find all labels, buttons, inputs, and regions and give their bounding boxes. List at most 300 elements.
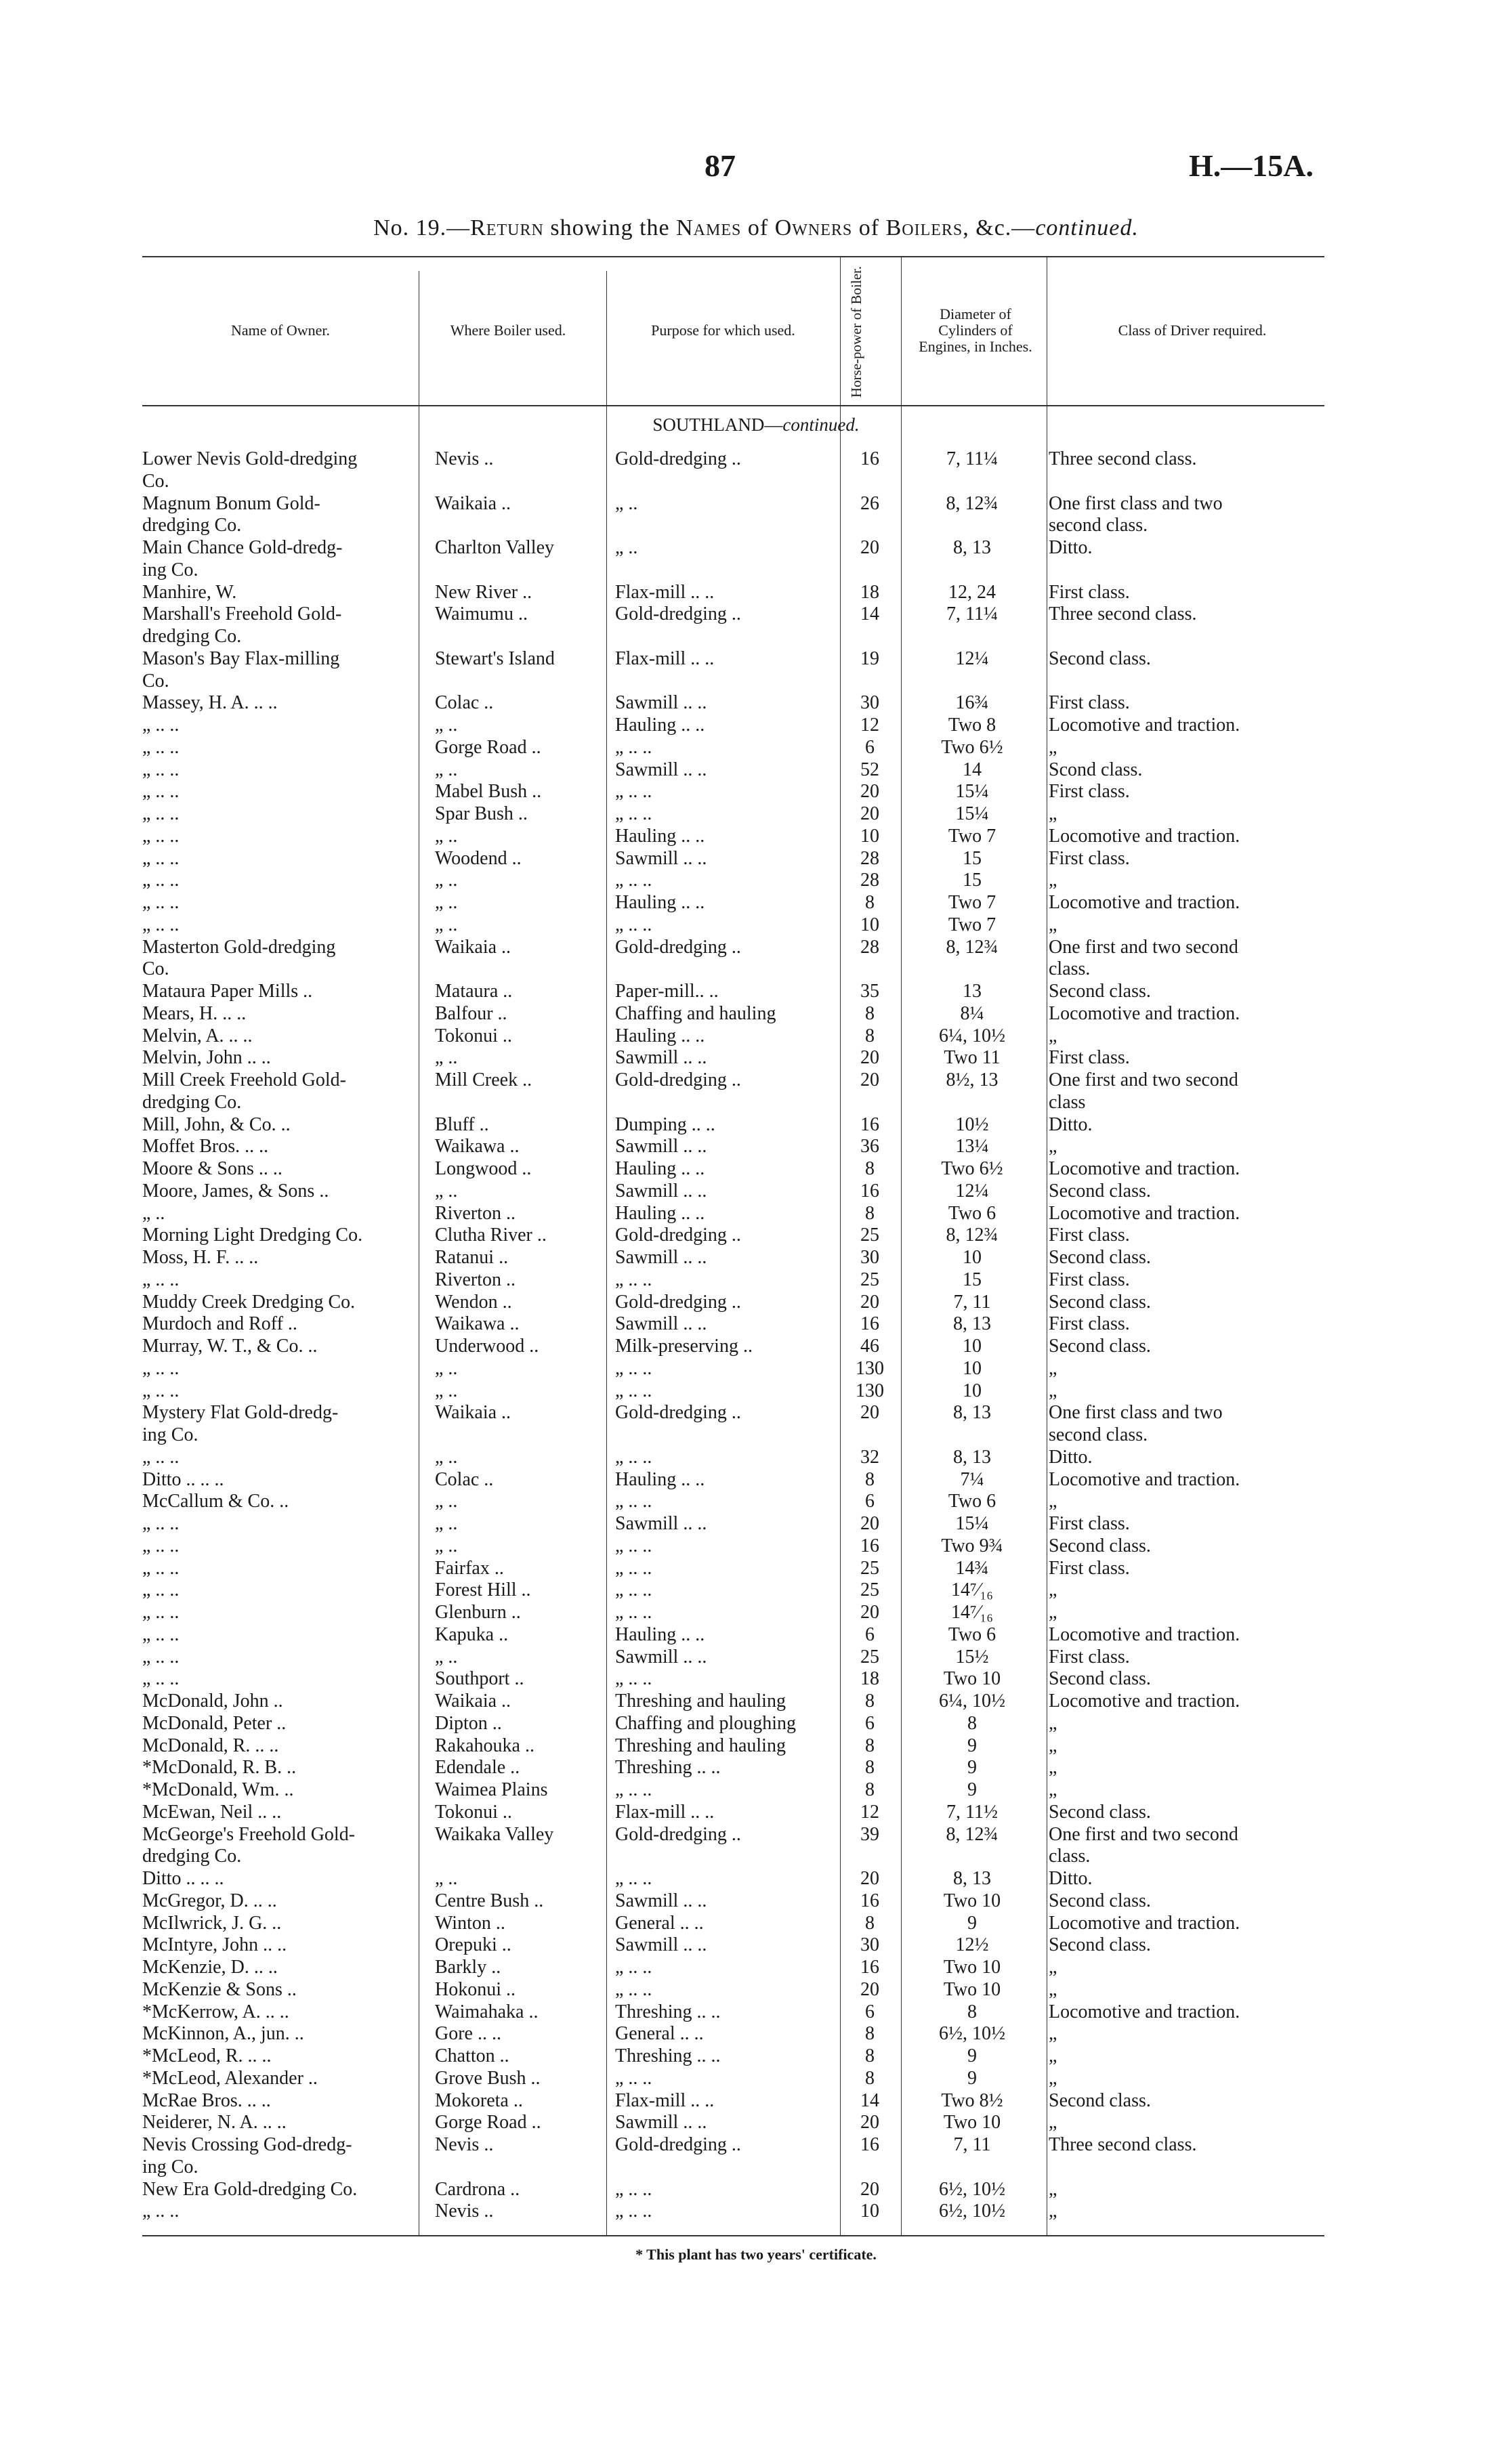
diameter-cell: 6¼, 10½ xyxy=(939,1691,1005,1712)
table-bottom-rule xyxy=(142,2235,1324,2236)
horsepower-cell: 25 xyxy=(860,1646,879,1668)
diameter-cell: 7, 11 xyxy=(953,1291,991,1313)
where-cell: „ .. xyxy=(435,1380,458,1401)
purpose-cell: Threshing .. .. xyxy=(615,2045,721,2066)
owner-cell: Manhire, W. xyxy=(142,581,237,603)
table-row xyxy=(142,1957,1324,1979)
diameter-cell: 10 xyxy=(963,1336,982,1357)
purpose-cell: „ .. .. xyxy=(615,1579,652,1601)
table-row xyxy=(142,1225,1324,1247)
horsepower-cell: 8 xyxy=(865,1912,875,1934)
where-cell: Waimumu .. xyxy=(435,603,528,625)
driver-class-cell: Locomotive and traction. xyxy=(1049,715,1240,736)
table-row xyxy=(142,1824,1324,1846)
owner-cell: Nevis Crossing God-dredg- xyxy=(142,2134,352,2155)
owner-cell: „ .. .. xyxy=(142,870,180,891)
owner-cell: Ditto .. .. .. xyxy=(142,1868,224,1889)
title-prefix: No. 19.— xyxy=(373,215,471,240)
diameter-cell: 15½ xyxy=(955,1646,989,1668)
diameter-cell: 6¼, 10½ xyxy=(939,1025,1005,1046)
where-cell: „ .. xyxy=(435,715,458,736)
diameter-cell: 9 xyxy=(967,1779,977,1800)
table-row xyxy=(142,1713,1324,1735)
where-cell: Stewart's Island xyxy=(435,647,555,669)
purpose-cell: Sawmill .. .. xyxy=(615,1646,707,1668)
purpose-cell: „ .. .. xyxy=(615,2067,652,2089)
horsepower-cell: 130 xyxy=(856,1380,884,1401)
horsepower-cell: 16 xyxy=(860,448,879,469)
where-cell: „ .. xyxy=(435,870,458,891)
table-row xyxy=(142,1447,1324,1469)
table-row xyxy=(142,1624,1324,1647)
horsepower-cell: 8 xyxy=(865,2067,875,2089)
owner-cell: McGregor, D. .. .. xyxy=(142,1890,277,1911)
purpose-cell: Sawmill .. .. xyxy=(615,1313,707,1335)
table-row xyxy=(142,537,1324,559)
driver-class-cell: „ xyxy=(1049,1491,1057,1512)
table-row xyxy=(142,1313,1324,1336)
table-row xyxy=(142,2179,1324,2201)
driver-class-cell: First class. xyxy=(1049,1269,1130,1290)
purpose-cell: Sawmill .. .. xyxy=(615,759,707,780)
purpose-cell: „ .. .. xyxy=(615,1668,652,1690)
table-row xyxy=(142,671,1324,693)
owner-cell: Melvin, John .. .. xyxy=(142,1047,271,1069)
col-header-driver: Class of Driver required. xyxy=(1118,321,1267,339)
purpose-cell: General .. .. xyxy=(615,2023,704,2045)
diameter-cell: 8, 13 xyxy=(953,1313,991,1335)
horsepower-cell: 20 xyxy=(860,1291,879,1313)
purpose-cell: „ .. .. xyxy=(615,870,652,891)
table-row xyxy=(142,515,1324,537)
diameter-cell: 8 xyxy=(967,1712,977,1734)
owner-cell: McKenzie, D. .. .. xyxy=(142,1957,278,1978)
owner-cell: Morning Light Dredging Co. xyxy=(142,1225,363,1246)
horsepower-cell: 20 xyxy=(860,803,879,824)
section-name: SOUTHLAND— xyxy=(652,415,783,435)
horsepower-cell: 8 xyxy=(865,1691,875,1712)
where-cell: Waikaia .. xyxy=(435,936,511,958)
owner-cell: McKinnon, A., jun. .. xyxy=(142,2023,304,2045)
col-header-purpose: Purpose for which used. xyxy=(651,321,795,339)
col-header-where: Where Boiler used. xyxy=(450,321,566,339)
title-names: Names xyxy=(676,215,742,240)
where-cell: Gorge Road .. xyxy=(435,2112,541,2133)
where-cell: Mill Creek .. xyxy=(435,1069,532,1090)
diameter-cell: Two 7 xyxy=(948,914,996,935)
owner-cell: Murdoch and Roff .. xyxy=(142,1313,297,1335)
owner-cell: „ .. .. xyxy=(142,1602,180,1623)
diameter-cell: 12¼ xyxy=(955,647,989,669)
owner-cell: Moss, H. F. .. .. xyxy=(142,1247,259,1268)
horsepower-cell: 12 xyxy=(860,715,879,736)
purpose-cell: „ .. .. xyxy=(615,1380,652,1401)
owner-cell: „ .. .. xyxy=(142,803,180,824)
owner-cell: Murray, W. T., & Co. .. xyxy=(142,1336,318,1357)
diameter-cell: 9 xyxy=(967,1735,977,1756)
purpose-cell: Sawmill .. .. xyxy=(615,1180,707,1202)
owner-cell: „ .. .. xyxy=(142,825,180,847)
horsepower-cell: 35 xyxy=(860,981,879,1002)
horsepower-cell: 20 xyxy=(860,1868,879,1889)
diameter-cell: 9 xyxy=(967,1757,977,1779)
purpose-cell: „ .. .. xyxy=(615,1357,652,1379)
purpose-cell: „ .. .. xyxy=(615,1978,652,2000)
where-cell: Tokonui .. xyxy=(435,1025,512,1046)
horsepower-cell: 36 xyxy=(860,1136,879,1157)
page-number: 87 xyxy=(705,148,736,183)
horsepower-cell: 25 xyxy=(860,1225,879,1246)
table-row xyxy=(142,958,1324,981)
where-cell: Ratanui .. xyxy=(435,1247,509,1268)
diameter-cell: 16¾ xyxy=(955,692,989,714)
owner-cell: dredging Co. xyxy=(142,1091,242,1113)
owner-cell: „ .. .. xyxy=(142,2201,180,2222)
purpose-cell: Hauling .. .. xyxy=(615,1158,705,1179)
owner-cell: „ .. .. xyxy=(142,715,180,736)
horsepower-cell: 20 xyxy=(860,1069,879,1090)
owner-cell: dredging Co. xyxy=(142,515,242,536)
table-row xyxy=(142,471,1324,493)
owner-cell: „ .. .. xyxy=(142,1513,180,1534)
horsepower-cell: 6 xyxy=(865,1491,875,1512)
diameter-cell: 13¼ xyxy=(955,1136,989,1157)
driver-class-cell: Ditto. xyxy=(1049,1113,1093,1135)
driver-class-cell: First class. xyxy=(1049,1313,1130,1335)
driver-class-cell: „ xyxy=(1049,2178,1057,2200)
table-row xyxy=(142,1757,1324,1779)
where-cell: Waikaia .. xyxy=(435,1691,511,1712)
horsepower-cell: 8 xyxy=(865,892,875,913)
where-cell: Longwood .. xyxy=(435,1158,532,1179)
driver-class-cell: Locomotive and traction. xyxy=(1049,1202,1240,1224)
horsepower-cell: 16 xyxy=(860,2134,879,2155)
owner-cell: Marshall's Freehold Gold- xyxy=(142,603,342,625)
where-cell: „ .. xyxy=(435,1868,458,1889)
diameter-cell: 7, 11¼ xyxy=(946,448,998,469)
owner-cell: „ .. .. xyxy=(142,759,180,780)
where-cell: Charlton Valley xyxy=(435,537,555,558)
owner-cell: Main Chance Gold-dredg- xyxy=(142,537,343,558)
table-row xyxy=(142,1779,1324,1802)
where-cell: Forest Hill .. xyxy=(435,1579,531,1601)
horsepower-cell: 6 xyxy=(865,1623,875,1645)
table-row xyxy=(142,2157,1324,2179)
purpose-cell: Hauling .. .. xyxy=(615,1468,705,1490)
table-row xyxy=(142,582,1324,604)
diameter-cell: 15¼ xyxy=(955,781,989,803)
horsepower-cell: 8 xyxy=(865,1757,875,1779)
owner-cell: Co. xyxy=(142,470,169,492)
title-showing: showing the xyxy=(543,215,677,240)
diameter-cell: Two 10 xyxy=(943,1978,1001,2000)
table-row xyxy=(142,981,1324,1003)
table-row xyxy=(142,2068,1324,2090)
horsepower-cell: 20 xyxy=(860,2178,879,2200)
diameter-cell: 8, 12¾ xyxy=(946,936,999,958)
where-cell: Waikaka Valley xyxy=(435,1823,554,1845)
where-cell: „ .. xyxy=(435,1047,458,1069)
owner-cell: ing Co. xyxy=(142,2156,198,2178)
diameter-cell: 9 xyxy=(967,2045,977,2066)
owner-cell: „ .. .. xyxy=(142,1579,180,1601)
driver-class-cell: First class. xyxy=(1049,1513,1130,1534)
diameter-cell: Two 6 xyxy=(948,1491,996,1512)
where-cell: Rakahouka .. xyxy=(435,1735,534,1756)
table-row xyxy=(142,892,1324,914)
diameter-cell: Two 6 xyxy=(948,1623,996,1645)
purpose-cell: Gold-dredging .. xyxy=(615,1823,741,1845)
diameter-cell: Two 10 xyxy=(943,2112,1001,2133)
owner-cell: Mears, H. .. .. xyxy=(142,1002,247,1024)
purpose-cell: Gold-dredging .. xyxy=(615,2134,741,2155)
where-cell: Balfour .. xyxy=(435,1002,507,1024)
diameter-cell: 8, 12¾ xyxy=(946,492,999,514)
driver-class-cell: Second class. xyxy=(1049,1336,1151,1357)
owner-cell: *McKerrow, A. .. .. xyxy=(142,2001,289,2022)
purpose-cell: „ .. .. xyxy=(615,1269,652,1290)
table-row xyxy=(142,715,1324,737)
horsepower-cell: 30 xyxy=(860,692,879,714)
where-cell: „ .. xyxy=(435,914,458,935)
where-cell: Spar Bush .. xyxy=(435,803,528,824)
driver-class-cell: „ xyxy=(1049,870,1057,891)
where-cell: Grove Bush .. xyxy=(435,2067,541,2089)
owner-cell: Ditto .. .. .. xyxy=(142,1468,224,1490)
where-cell: Bluff .. xyxy=(435,1113,489,1135)
owner-cell: *McLeod, Alexander .. xyxy=(142,2067,318,2089)
driver-class-cell: One first and two second xyxy=(1049,1069,1238,1090)
owner-cell: McGeorge's Freehold Gold- xyxy=(142,1823,356,1845)
report-code: H.—15A. xyxy=(1189,148,1314,183)
purpose-cell: Gold-dredging .. xyxy=(615,448,741,469)
driver-class-cell: Second class. xyxy=(1049,2089,1151,2111)
diameter-cell: Two 6½ xyxy=(941,736,1003,758)
owner-cell: dredging Co. xyxy=(142,626,242,647)
horsepower-cell: 20 xyxy=(860,1047,879,1069)
where-cell: New River .. xyxy=(435,581,532,603)
table-row xyxy=(142,1913,1324,1935)
table-row xyxy=(142,1668,1324,1691)
owner-cell: *McLeod, R. .. .. xyxy=(142,2045,272,2066)
horsepower-cell: 16 xyxy=(860,1957,879,1978)
table-row xyxy=(142,1846,1324,1868)
where-cell: Centre Bush .. xyxy=(435,1890,544,1911)
driver-class-cell: „ xyxy=(1049,2112,1057,2133)
owner-cell: Co. xyxy=(142,958,169,980)
diameter-cell: 7¼ xyxy=(960,1468,984,1490)
horsepower-cell: 8 xyxy=(865,1158,875,1179)
horsepower-cell: 32 xyxy=(860,1446,879,1468)
diameter-cell: 9 xyxy=(967,2067,977,2089)
driver-class-cell: Locomotive and traction. xyxy=(1049,1468,1240,1490)
driver-class-cell: One first class and two xyxy=(1049,1402,1223,1424)
purpose-cell: Hauling .. .. xyxy=(615,892,705,913)
owner-cell: „ .. .. xyxy=(142,1623,180,1645)
table-row xyxy=(142,1647,1324,1669)
horsepower-cell: 20 xyxy=(860,1978,879,2000)
owner-cell: „ .. .. xyxy=(142,1646,180,1668)
horsepower-cell: 25 xyxy=(860,1579,879,1601)
diameter-cell: 10 xyxy=(963,1357,982,1379)
title-boilers: Boilers xyxy=(885,215,963,240)
horsepower-cell: 12 xyxy=(860,1801,879,1823)
driver-class-cell: „ xyxy=(1049,736,1057,758)
table-row xyxy=(142,1579,1324,1602)
owner-cell: dredging Co. xyxy=(142,1846,242,1867)
diameter-cell: 8, 12¾ xyxy=(946,1225,999,1246)
col-header-horsepower: Horse-power of Boiler. xyxy=(848,265,865,398)
purpose-cell: Threshing .. .. xyxy=(615,1757,721,1779)
owner-cell: New Era Gold-dredging Co. xyxy=(142,2178,358,2200)
driver-class-cell: „ xyxy=(1049,2201,1057,2222)
driver-class-cell: Second class. xyxy=(1049,647,1151,669)
driver-class-cell: „ xyxy=(1049,1579,1057,1601)
table-row xyxy=(142,559,1324,582)
purpose-cell: Threshing and hauling xyxy=(615,1735,786,1756)
where-cell: Clutha River .. xyxy=(435,1225,547,1246)
purpose-cell: „ .. .. xyxy=(615,1557,652,1579)
driver-class-cell: Second class. xyxy=(1049,1247,1151,1268)
purpose-cell: Gold-dredging .. xyxy=(615,1225,741,1246)
where-cell: „ .. xyxy=(435,1513,458,1534)
where-cell: Glenburn .. xyxy=(435,1602,521,1623)
driver-class-cell: „ xyxy=(1049,1779,1057,1800)
where-cell: Colac .. xyxy=(435,692,494,714)
where-cell: Mokoreta .. xyxy=(435,2089,523,2111)
driver-class-cell: Second class. xyxy=(1049,981,1151,1002)
diameter-cell: Two 8½ xyxy=(941,2089,1003,2111)
table-row xyxy=(142,2090,1324,2112)
table-row xyxy=(142,1802,1324,1824)
table-row xyxy=(142,2201,1324,2223)
driver-class-cell: Three second class. xyxy=(1049,603,1197,625)
owner-cell: McDonald, Peter .. xyxy=(142,1712,287,1734)
col-header-horsepower-cell xyxy=(843,265,870,398)
where-cell: Fairfax .. xyxy=(435,1557,504,1579)
where-cell: Woodend .. xyxy=(435,847,522,869)
owner-cell: „ .. .. xyxy=(142,892,180,913)
where-cell: „ .. xyxy=(435,825,458,847)
boiler-table-body xyxy=(142,448,1324,2223)
driver-class-cell: „ xyxy=(1049,2045,1057,2066)
diameter-cell: 8, 13 xyxy=(953,1402,991,1424)
horsepower-cell: 8 xyxy=(865,2023,875,2045)
diameter-cell: 15 xyxy=(963,847,982,869)
horsepower-cell: 8 xyxy=(865,2045,875,2066)
driver-class-cell: Locomotive and traction. xyxy=(1049,2001,1240,2022)
driver-class-cell: Second class. xyxy=(1049,1291,1151,1313)
purpose-cell: „ .. .. xyxy=(615,1491,652,1512)
owner-cell: „ .. .. xyxy=(142,1269,180,1290)
horsepower-cell: 6 xyxy=(865,2001,875,2022)
table-row xyxy=(142,914,1324,937)
owner-cell: „ .. .. xyxy=(142,1357,180,1379)
owner-cell: Masterton Gold-dredging xyxy=(142,936,336,958)
table-row xyxy=(142,848,1324,870)
driver-class-cell: Ditto. xyxy=(1049,537,1093,558)
table-row xyxy=(142,1047,1324,1069)
where-cell: „ .. xyxy=(435,1180,458,1202)
owner-cell: ing Co. xyxy=(142,1424,198,1445)
where-cell: „ .. xyxy=(435,1535,458,1556)
purpose-cell: „ .. .. xyxy=(615,1868,652,1889)
title-of: of xyxy=(741,215,775,240)
where-cell: Waimea Plains xyxy=(435,1779,548,1800)
diameter-cell: 13 xyxy=(963,981,982,1002)
table-row xyxy=(142,870,1324,892)
driver-class-cell: „ xyxy=(1049,2023,1057,2045)
driver-class-cell: „ xyxy=(1049,1025,1057,1046)
purpose-cell: Flax-mill .. .. xyxy=(615,1801,715,1823)
driver-class-cell: Second class. xyxy=(1049,1890,1151,1911)
diameter-cell: 7, 11¼ xyxy=(946,603,998,625)
driver-class-cell: class. xyxy=(1049,958,1091,980)
owner-cell: Co. xyxy=(142,670,169,692)
table-row xyxy=(142,826,1324,848)
purpose-cell: „ .. .. xyxy=(615,803,652,824)
table-row xyxy=(142,1003,1324,1025)
driver-class-cell: Three second class. xyxy=(1049,2134,1197,2155)
where-cell: Edendale .. xyxy=(435,1757,520,1779)
driver-class-cell: „ xyxy=(1049,1380,1057,1401)
where-cell: Nevis .. xyxy=(435,448,494,469)
owner-cell: Mill Creek Freehold Gold- xyxy=(142,1069,346,1090)
purpose-cell: Gold-dredging .. xyxy=(615,1069,741,1090)
diameter-cell: 12, 24 xyxy=(948,581,996,603)
where-cell: Mabel Bush .. xyxy=(435,781,542,803)
purpose-cell: Flax-mill .. .. xyxy=(615,2089,715,2111)
owner-cell: Moore & Sons .. .. xyxy=(142,1158,282,1179)
where-cell: „ .. xyxy=(435,1491,458,1512)
table-row xyxy=(142,648,1324,671)
horsepower-cell: 20 xyxy=(860,1602,879,1623)
driver-class-cell: Second class. xyxy=(1049,1801,1151,1823)
table-row xyxy=(142,1491,1324,1513)
diameter-cell: 6½, 10½ xyxy=(939,2023,1005,2045)
table-row xyxy=(142,1890,1324,1913)
where-cell: Kapuka .. xyxy=(435,1623,509,1645)
horsepower-cell: 20 xyxy=(860,1402,879,1424)
driver-class-cell: Scond class. xyxy=(1049,759,1143,780)
where-cell: Riverton .. xyxy=(435,1202,516,1224)
table-row xyxy=(142,2045,1324,2068)
owner-cell: McKenzie & Sons .. xyxy=(142,1978,297,2000)
driver-class-cell: Second class. xyxy=(1049,1934,1151,1956)
table-row xyxy=(142,1181,1324,1203)
where-cell: Winton .. xyxy=(435,1912,505,1934)
where-cell: Waikawa .. xyxy=(435,1313,520,1335)
purpose-cell: „ .. .. xyxy=(615,781,652,803)
driver-class-cell: „ xyxy=(1049,1957,1057,1978)
purpose-cell: Sawmill .. .. xyxy=(615,1934,707,1956)
diameter-cell: 6½, 10½ xyxy=(939,2178,1005,2200)
table-row xyxy=(142,1380,1324,1403)
where-cell: „ .. xyxy=(435,1357,458,1379)
driver-class-cell: Second class. xyxy=(1049,1668,1151,1690)
owner-cell: McDonald, John .. xyxy=(142,1691,283,1712)
table-row xyxy=(142,626,1324,648)
diameter-cell: Two 11 xyxy=(944,1047,1001,1069)
driver-class-cell: Three second class. xyxy=(1049,448,1197,469)
driver-class-cell: second class. xyxy=(1049,1424,1148,1445)
horsepower-cell: 25 xyxy=(860,1557,879,1579)
diameter-cell: Two 10 xyxy=(943,1890,1001,1911)
horsepower-cell: 30 xyxy=(860,1247,879,1268)
horsepower-cell: 28 xyxy=(860,936,879,958)
owner-cell: „ .. .. xyxy=(142,1668,180,1690)
table-row xyxy=(142,1336,1324,1358)
